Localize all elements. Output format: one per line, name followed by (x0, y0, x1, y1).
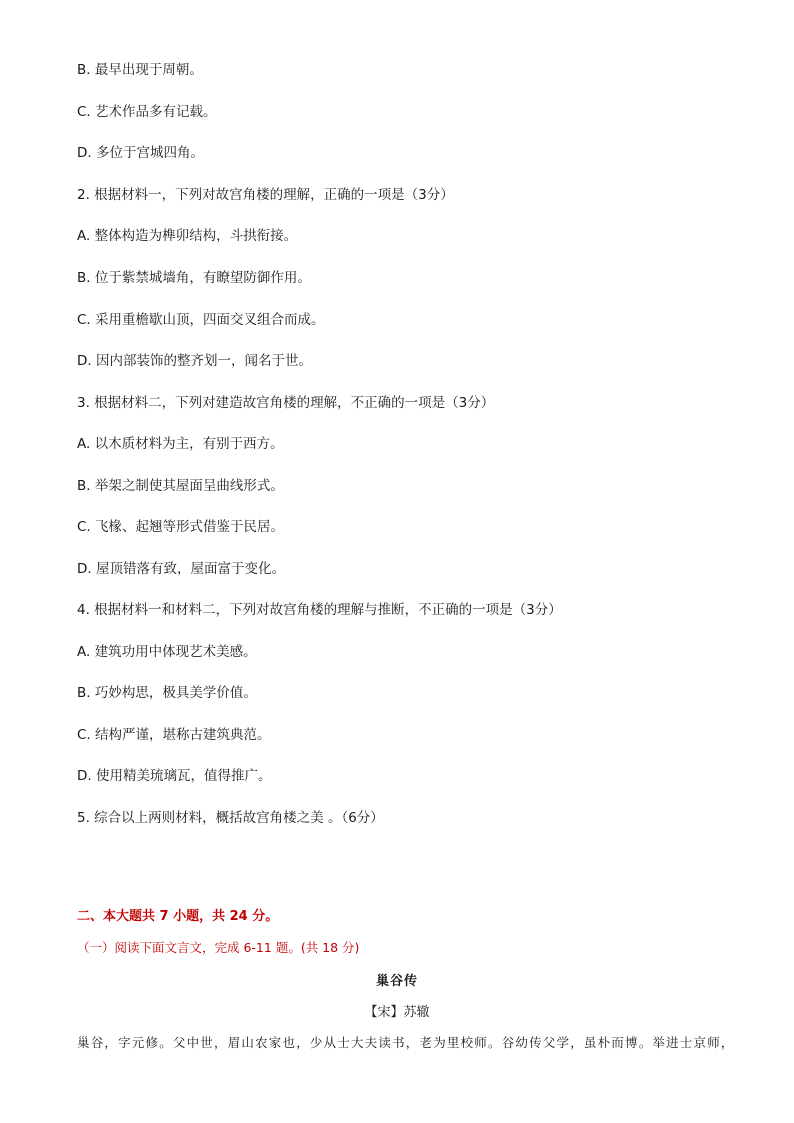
q2-option-a: A. 整体构造为榫卯结构，斗拱衔接。 (77, 228, 298, 244)
question-4-stem: 4. 根据材料一和材料二，下列对故宫角楼的理解与推断，不正确的一项是（3分） (77, 602, 562, 618)
q3-option-c: C. 飞椽、起翘等形式借鉴于民居。 (77, 519, 285, 535)
q2-option-c: C. 采用重檐歇山顶，四面交叉组合而成。 (77, 312, 325, 328)
q1-option-b: B. 最早出现于周朝。 (77, 62, 203, 78)
q4-option-c: C. 结构严谨，堪称古建筑典范。 (77, 727, 271, 743)
q2-option-b: B. 位于紫禁城墙角，有瞭望防御作用。 (77, 270, 311, 286)
question-5-stem: 5. 综合以上两则材料，概括故宫角楼之美 。（6分） (77, 810, 384, 826)
subsection-heading: （一）阅读下面文言文，完成 6-11 题。(共 18 分) (77, 940, 360, 955)
q4-option-d: D. 使用精美琉璃瓦，值得推广。 (77, 768, 272, 784)
q1-option-c: C. 艺术作品多有记载。 (77, 104, 217, 120)
question-3-stem: 3. 根据材料二，下列对建造故宫角楼的理解，不正确的一项是（3分） (77, 395, 495, 411)
q3-option-a: A. 以木质材料为主，有别于西方。 (77, 436, 284, 452)
q4-option-b: B. 巧妙构思，极具美学价值。 (77, 685, 257, 701)
passage-first-line: 巢谷，字元修。父中世，眉山农家也，少从士大夫读书，老为里校师。谷幼传父学，虽朴而博。举进士京师， (77, 1035, 735, 1050)
passage-author: 【宋】苏辙 (364, 1005, 430, 1020)
passage-title: 巢谷传 (375, 974, 418, 989)
q1-option-d: D. 多位于宫城四角。 (77, 145, 204, 161)
q3-option-d: D. 屋顶错落有致，屋面富于变化。 (77, 561, 285, 577)
q2-option-d: D. 因内部装饰的整齐划一，闻名于世。 (77, 353, 312, 369)
q3-option-b: B. 举架之制使其屋面呈曲线形式。 (77, 478, 284, 494)
section-heading: 二、本大题共 7 小题，共 24 分。 (77, 909, 279, 924)
question-2-stem: 2. 根据材料一，下列对故宫角楼的理解，正确的一项是（3分） (77, 187, 454, 203)
q4-option-a: A. 建筑功用中体现艺术美感。 (77, 644, 257, 660)
